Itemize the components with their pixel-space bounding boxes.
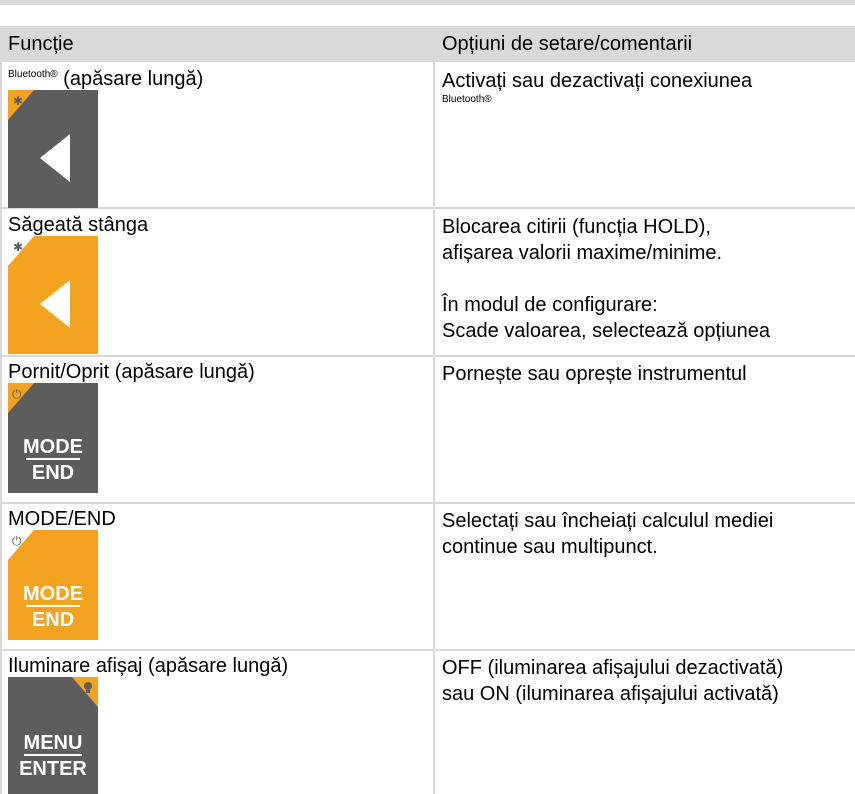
header-function: Funcție <box>8 33 74 55</box>
menu-enter-key <box>8 677 98 794</box>
key-label-bottom: END <box>31 609 75 631</box>
table-header <box>0 26 855 62</box>
option-line: Blocarea citirii (funcția HOLD), <box>442 216 711 238</box>
option-small: Bluetooth® <box>442 94 492 105</box>
option-line: Pornește sau oprește instrumentul <box>442 363 747 385</box>
function-cell: Iluminare afișaj (apăsare lungă) <box>8 655 289 677</box>
options-cell <box>442 214 770 344</box>
key-label-top: MENU <box>23 732 83 754</box>
row-divider <box>0 207 855 209</box>
bluetooth-superscript: Bluetooth® <box>8 69 58 80</box>
option-line: Selectați sau încheiați calculul mediei <box>442 510 774 532</box>
power-icon: ⏻ <box>12 534 22 548</box>
option-line <box>442 266 770 292</box>
key-label-bottom: ENTER <box>19 758 87 780</box>
table-row <box>0 64 855 206</box>
function-cell <box>8 68 203 91</box>
option-line: continue sau multipunct. <box>442 536 658 558</box>
options-cell <box>442 68 752 106</box>
key-label-top: MODE <box>23 583 83 605</box>
options-cell <box>442 361 747 387</box>
table-row <box>0 210 855 354</box>
function-cell: Pornit/Oprit (apăsare lungă) <box>8 361 255 383</box>
option-line: Scade valoarea, selectează opțiunea <box>442 320 771 342</box>
bluetooth-icon: ✱ <box>13 240 24 254</box>
options-cell <box>442 508 773 560</box>
key-label-bottom: END <box>31 462 75 484</box>
option-line: Activați sau dezactivați conexiunea <box>442 70 753 92</box>
function-label: (apăsare lungă) <box>57 68 204 90</box>
bluetooth-left-key <box>8 90 98 198</box>
function-cell: MODE/END <box>8 508 116 530</box>
option-line: sau ON (iluminarea afișajului activată) <box>442 683 779 705</box>
option-line: afișarea valorii maxime/minime. <box>442 242 723 264</box>
table-row <box>0 357 855 501</box>
table-row <box>0 504 855 648</box>
table-row <box>0 651 855 794</box>
mode-end-key-grey <box>8 383 98 491</box>
key-label-top: MODE <box>23 436 83 458</box>
left-arrow-key <box>8 236 98 354</box>
option-line: În modul de configurare: <box>442 294 658 316</box>
header-options: Opțiuni de setare/comentarii <box>442 33 693 55</box>
option-line: OFF (iluminarea afișajului dezactivată) <box>442 657 784 679</box>
top-rule <box>0 0 855 5</box>
power-icon: ⏻ <box>12 387 22 401</box>
options-cell <box>442 655 783 707</box>
mode-end-key-orange <box>8 530 98 638</box>
function-cell: Săgeată stânga <box>8 214 149 236</box>
bluetooth-icon: ✱ <box>13 94 24 108</box>
